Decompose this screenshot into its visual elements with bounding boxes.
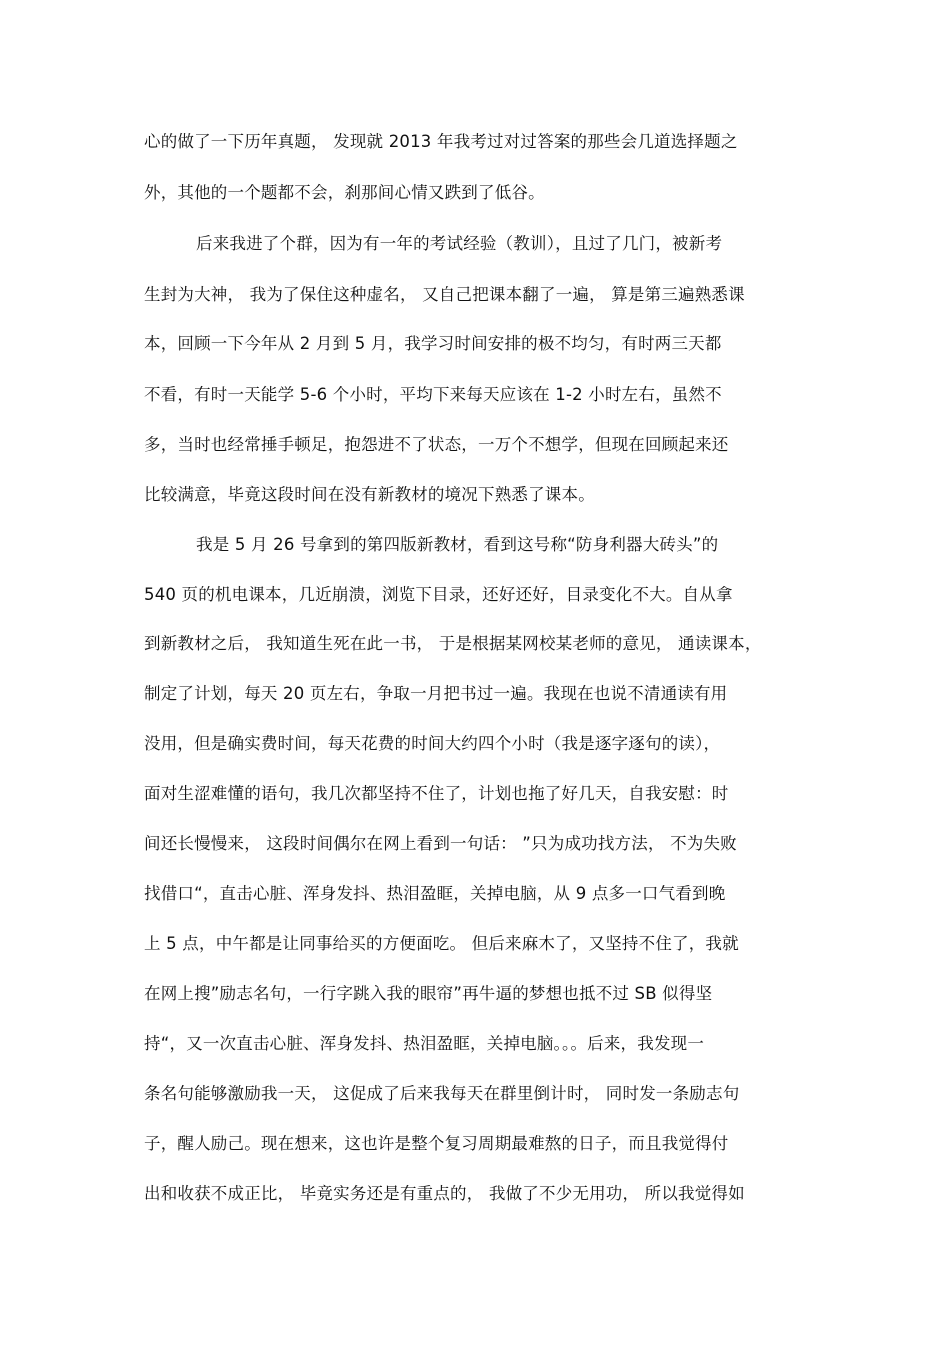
text-line-13: 没用，但是确实费时间，每天花费的时间大约四个小时（我是逐字逐句的读），	[144, 734, 721, 753]
text-line-8: 比较满意，毕竟这段时间在没有新教材的境况下熟悉了课本。	[144, 485, 595, 504]
text-line-19: 持“，又一次直击心脏、浑身发抖、热泪盈眶，关掉电脑。。。后来，我发现一	[144, 1034, 705, 1053]
text-line-7: 多，当时也经常捶手顿足，抱怨进不了状态，一万个不想学，但现在回顾起来还	[144, 435, 729, 454]
text-line-4: 生封为大神， 我为了保住这种虚名， 又自己把课本翻了一遍， 算是第三遍熟悉课	[144, 285, 745, 304]
text-line-18: 在网上搜”励志名句，一行字跳入我的眼帘”再牛逼的梦想也抵不过 SB 似得坚	[144, 984, 713, 1003]
text-line-20: 条名句能够激励我一天， 这促成了后来我每天在群里倒计时， 同时发一条励志句	[144, 1084, 740, 1103]
text-line-11: 到新教材之后， 我知道生死在此一书， 于是根据某网校某老师的意见， 通读课本，	[144, 634, 762, 653]
text-line-12: 制定了计划，每天 20 页左右，争取一月把书过一遍。我现在也说不清通读有用	[144, 684, 728, 703]
text-line-22: 出和收获不成正比， 毕竟实务还是有重点的， 我做了不少无用功， 所以我觉得如	[144, 1184, 745, 1203]
text-line-15: 间还长慢慢来， 这段时间偶尔在网上看到一句话： ”只为成功找方法， 不为失败	[144, 834, 737, 853]
text-line-21: 子，醒人励己。现在想来，这也许是整个复习周期最难熬的日子，而且我觉得付	[144, 1134, 729, 1153]
text-line-6: 不看，有时一天能学 5-6 个小时，平均下来每天应该在 1-2 小时左右，虽然不	[144, 385, 722, 404]
text-line-17: 上 5 点，中午都是让同事给买的方便面吃。 但后来麻木了，又坚持不住了，我就	[144, 934, 739, 953]
text-line-3: 后来我进了个群，因为有一年的考试经验（教训），且过了几门，被新考	[196, 234, 723, 253]
text-line-14: 面对生涩难懂的语句，我几次都坚持不住了，计划也拖了好几天，自我安慰：时	[144, 784, 729, 803]
text-line-9: 我是 5 月 26 号拿到的第四版新教材，看到这号称“防身利器大砖头”的	[196, 535, 719, 554]
text-line-10: 540 页的机电课本，几近崩溃，浏览下目录，还好还好，目录变化不大。自从拿	[144, 585, 733, 604]
text-line-2: 外，其他的一个题都不会，刹那间心情又跌到了低谷。	[144, 183, 545, 202]
text-line-16: 找借口“，直击心脏、浑身发抖、热泪盈眶，关掉电脑，从 9 点多一口气看到晚	[144, 884, 726, 903]
text-line-5: 本，回顾一下今年从 2 月到 5 月，我学习时间安排的极不均匀，有时两三天都	[144, 334, 722, 353]
text-line-1: 心的做了一下历年真题， 发现就 2013 年我考过对过答案的那些会几道选择题之	[144, 132, 738, 151]
